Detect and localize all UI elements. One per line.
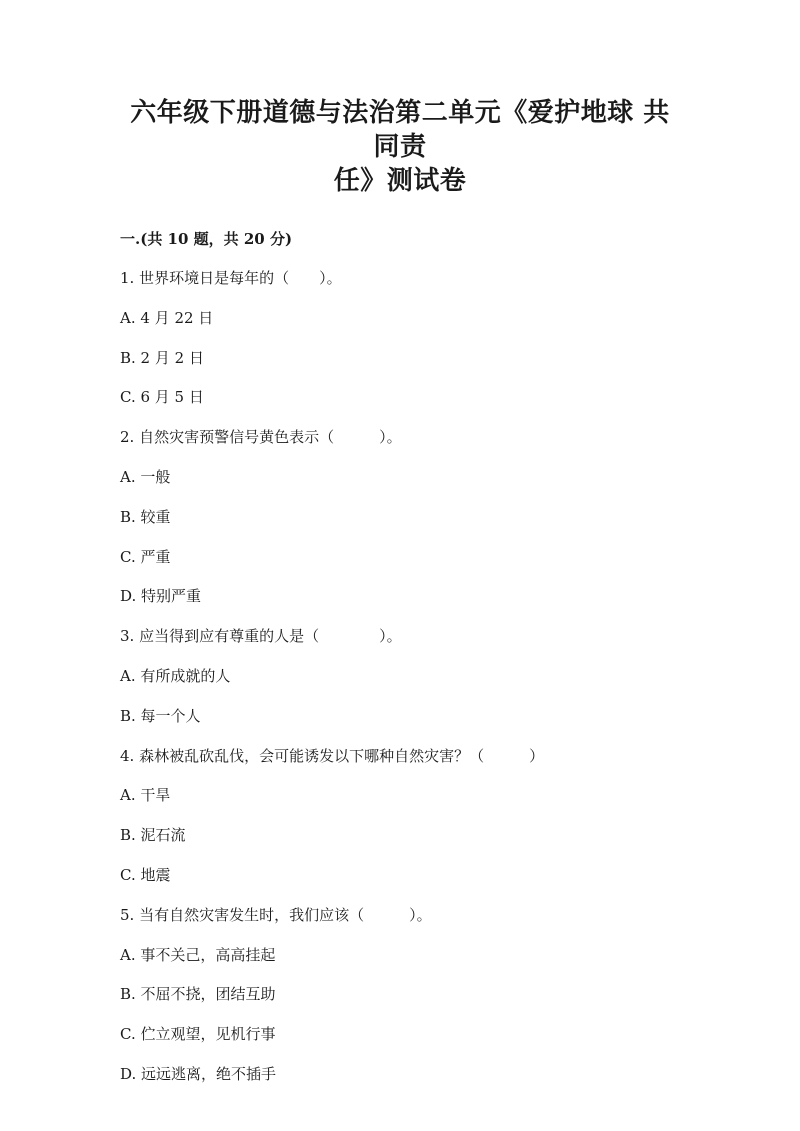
q3-option-b: B. 每一个人 [120, 706, 201, 725]
q5-option-c: C. 伫立观望，见机行事 [120, 1025, 276, 1044]
q2-option-a: A. 一般 [120, 467, 171, 486]
q5-option-d: D. 远远逃离，绝不插手 [120, 1064, 277, 1083]
title-line-1: 六年级下册道德与法治第二单元《爱护地球 共同责 [130, 98, 670, 162]
q5-option-a: A. 事不关己，高高挂起 [120, 945, 276, 964]
section-heading: 一.(共 10 题，共 20 分) [120, 230, 293, 248]
q2-option-c: C. 严重 [120, 547, 171, 566]
q2-option-b: B. 较重 [120, 507, 171, 526]
question-list [120, 267, 680, 1085]
question-4: 4. 森林被乱砍乱伐，会可能诱发以下哪种自然灾害？（ ） [120, 746, 545, 765]
q4-option-c: C. 地震 [120, 865, 171, 884]
question-2: 2. 自然灾害预警信号黄色表示（ ）。 [120, 428, 402, 447]
q2-option-d: D. 特别严重 [120, 587, 202, 606]
question-1: 1. 世界环境日是每年的（ ）。 [120, 269, 342, 287]
question-5: 5. 当有自然灾害发生时，我们应该（ ）。 [120, 905, 432, 924]
q4-option-a: A. 干旱 [120, 786, 171, 805]
document-title [120, 96, 680, 198]
title-line-2: 任》测试卷 [333, 166, 467, 196]
q1-option-b: B. 2 月 2 日 [120, 348, 204, 367]
q1-option-a: A. 4 月 22 日 [120, 308, 214, 327]
q1-option-c: C. 6 月 5 日 [120, 388, 204, 407]
q3-option-a: A. 有所成就的人 [120, 666, 231, 685]
question-3: 3. 应当得到应有尊重的人是（ ）。 [120, 627, 402, 646]
q4-option-b: B. 泥石流 [120, 826, 186, 845]
q5-option-b: B. 不屈不挠，团结互助 [120, 985, 276, 1004]
